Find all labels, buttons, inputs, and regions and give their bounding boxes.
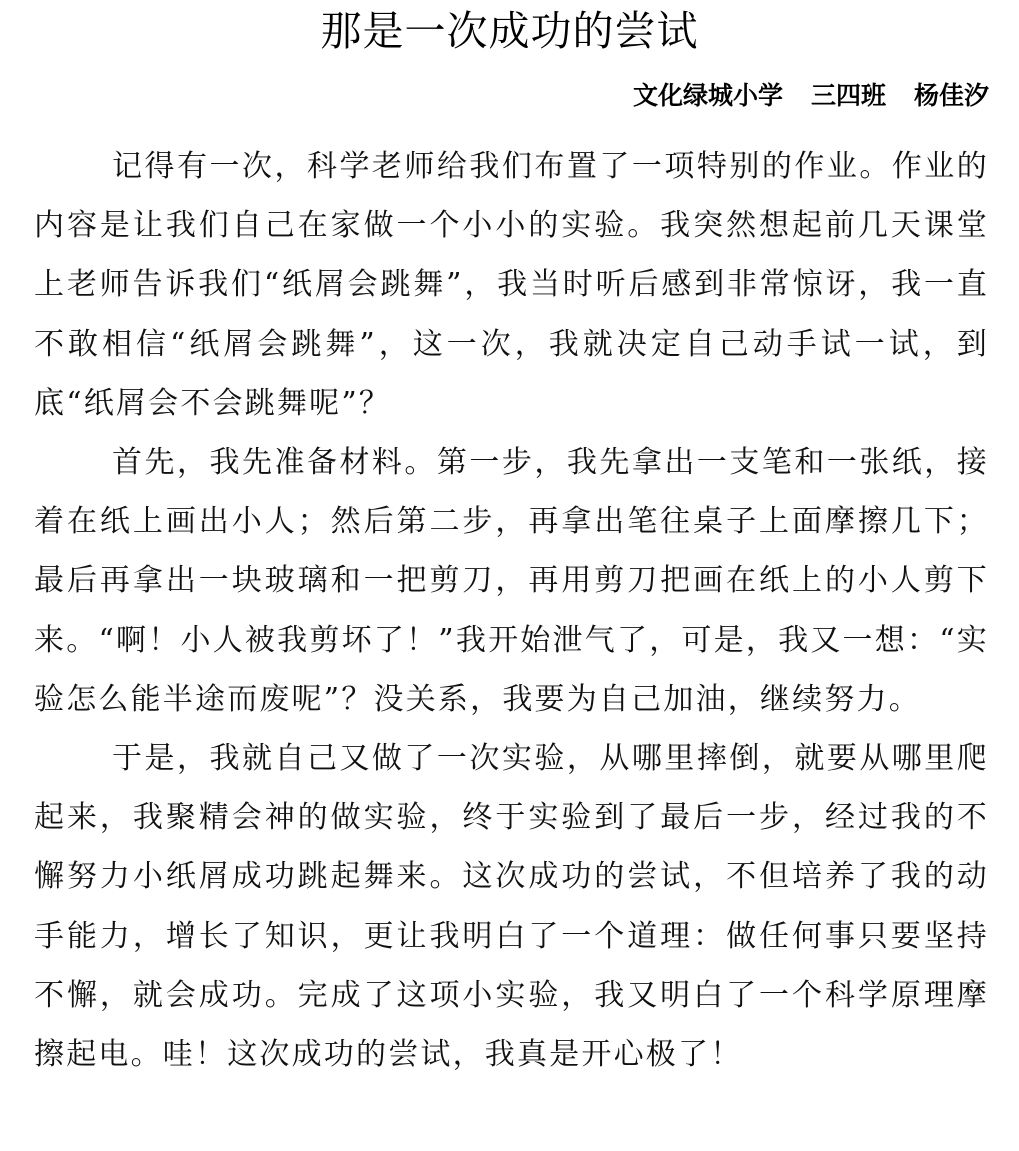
author-name: 杨佳汐 bbox=[913, 81, 989, 110]
paragraph-3: 于是，我就自己又做了一次实验，从哪里摔倒，就要从哪里爬起来，我聚精会神的做实验，终于实验到了最后一步，经过我的不懈努力小纸屑成功跳起舞来。这次成功的尝试，不但培养了我的动手能力，增长了知识，更让我明白了一个道理：做任何事只要坚持不懈，就会成功。完成了这项小实验，我又明白了一个科学原理摩擦起电。哇！这次成功的尝试，我真是开心极了！ bbox=[34, 741, 989, 1073]
essay-body bbox=[34, 137, 989, 1084]
paragraph-1: 记得有一次，科学老师给我们布置了一项特别的作业。作业的内容是让我们自己在家做一个小小的实验。我突然想起前几天课堂上老师告诉我们“纸屑会跳舞”，我当时听后感到非常惊讶，我一直不敢相信“纸屑会跳舞”，这一次，我就决定自己动手试一试，到底“纸屑会不会跳舞呢”？ bbox=[34, 149, 989, 421]
essay-title: 那是一次成功的尝试 bbox=[320, 7, 699, 55]
school-name: 文化绿城小学 bbox=[632, 81, 783, 110]
paragraph-2: 首先，我先准备材料。第一步，我先拿出一支笔和一张纸，接着在纸上画出小人；然后第二步，再拿出笔往桌子上面摩擦几下；最后再拿出一块玻璃和一把剪刀，再用剪刀把画在纸上的小人剪下来。“啊！小人被我剪坏了！”我开始泄气了，可是，我又一想：“实验怎么能半途而废呢”？没关系，我要为自己加油，继续努力。 bbox=[34, 445, 989, 717]
author-byline bbox=[633, 75, 989, 117]
class-name: 三四班 bbox=[810, 81, 886, 110]
